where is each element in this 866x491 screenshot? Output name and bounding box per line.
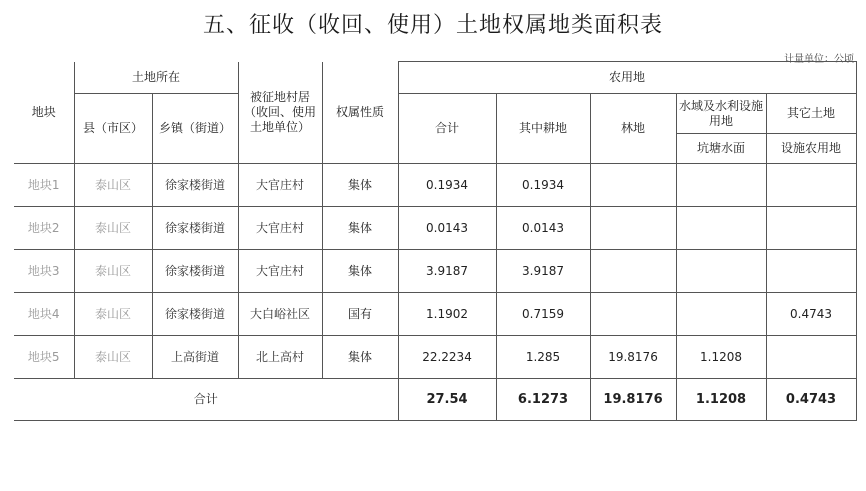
table-row: [14, 293, 856, 336]
cell-town: 徐家楼街道: [152, 250, 238, 293]
cell-county: 泰山区: [74, 250, 152, 293]
cell-village: 北上高村: [238, 336, 322, 379]
cell-town: 上高街道: [152, 336, 238, 379]
header-other-group: 其它土地: [766, 94, 856, 134]
cell-forest: [590, 250, 676, 293]
table-row: [14, 250, 856, 293]
cell-pond: [676, 250, 766, 293]
header-farmland: 农用地: [398, 62, 856, 94]
cell-village: 大白峪社区: [238, 293, 322, 336]
cell-ownership: 集体: [322, 164, 398, 207]
cell-forest: 19.8176: [590, 336, 676, 379]
cell-facility: [766, 250, 856, 293]
cell-facility: [766, 164, 856, 207]
cell-county: 泰山区: [74, 336, 152, 379]
totals-forest: 19.8176: [590, 379, 676, 421]
header-plot: 地块: [14, 62, 74, 164]
header-total: 合计: [398, 94, 496, 164]
table-row: [14, 336, 856, 379]
cell-town: 徐家楼街道: [152, 207, 238, 250]
table-row: [14, 207, 856, 250]
header-pond: 坑塘水面: [676, 134, 766, 164]
cell-total: 0.0143: [398, 207, 496, 250]
land-area-table: [14, 61, 857, 421]
cell-cultivated: 0.1934: [496, 164, 590, 207]
cell-facility: 0.4743: [766, 293, 856, 336]
totals-facility: 0.4743: [766, 379, 856, 421]
totals-row: [14, 379, 856, 421]
cell-plot: 地块1: [14, 164, 74, 207]
totals-total: 27.54: [398, 379, 496, 421]
totals-cultivated: 6.1273: [496, 379, 590, 421]
cell-forest: [590, 207, 676, 250]
header-ownership: 权属性质: [322, 62, 398, 164]
cell-facility: [766, 336, 856, 379]
cell-cultivated: 1.285: [496, 336, 590, 379]
cell-pond: [676, 164, 766, 207]
cell-plot: 地块5: [14, 336, 74, 379]
cell-ownership: 集体: [322, 207, 398, 250]
cell-pond: 1.1208: [676, 336, 766, 379]
cell-town: 徐家楼街道: [152, 164, 238, 207]
cell-facility: [766, 207, 856, 250]
header-village: 被征地村居（收回、使用土地单位）: [238, 62, 322, 164]
totals-pond: 1.1208: [676, 379, 766, 421]
cell-forest: [590, 293, 676, 336]
cell-county: 泰山区: [74, 207, 152, 250]
unit-note: 计量单位：公顷: [784, 54, 854, 65]
cell-plot: 地块2: [14, 207, 74, 250]
cell-cultivated: 3.9187: [496, 250, 590, 293]
cell-pond: [676, 293, 766, 336]
page-title: 五、征收（收回、使用）土地权属地类面积表: [202, 13, 663, 38]
cell-county: 泰山区: [74, 293, 152, 336]
header-facility: 设施农用地: [766, 134, 856, 164]
table-row: [14, 164, 856, 207]
cell-village: 大官庄村: [238, 164, 322, 207]
header-forest: 林地: [590, 94, 676, 164]
cell-cultivated: 0.7159: [496, 293, 590, 336]
cell-total: 3.9187: [398, 250, 496, 293]
cell-ownership: 集体: [322, 336, 398, 379]
totals-label: 合计: [14, 379, 398, 421]
cell-pond: [676, 207, 766, 250]
header-cultivated: 其中耕地: [496, 94, 590, 164]
cell-village: 大官庄村: [238, 207, 322, 250]
cell-plot: 地块4: [14, 293, 74, 336]
header-county: 县（市区）: [74, 94, 152, 164]
cell-ownership: 国有: [322, 293, 398, 336]
header-location-group: 土地所在: [74, 62, 238, 94]
cell-town: 徐家楼街道: [152, 293, 238, 336]
cell-plot: 地块3: [14, 250, 74, 293]
cell-village: 大官庄村: [238, 250, 322, 293]
header-town: 乡镇（街道）: [152, 94, 238, 164]
cell-ownership: 集体: [322, 250, 398, 293]
cell-total: 22.2234: [398, 336, 496, 379]
cell-forest: [590, 164, 676, 207]
cell-cultivated: 0.0143: [496, 207, 590, 250]
cell-total: 0.1934: [398, 164, 496, 207]
header-water-group: 水域及水利设施用地: [676, 94, 766, 134]
cell-county: 泰山区: [74, 164, 152, 207]
cell-total: 1.1902: [398, 293, 496, 336]
